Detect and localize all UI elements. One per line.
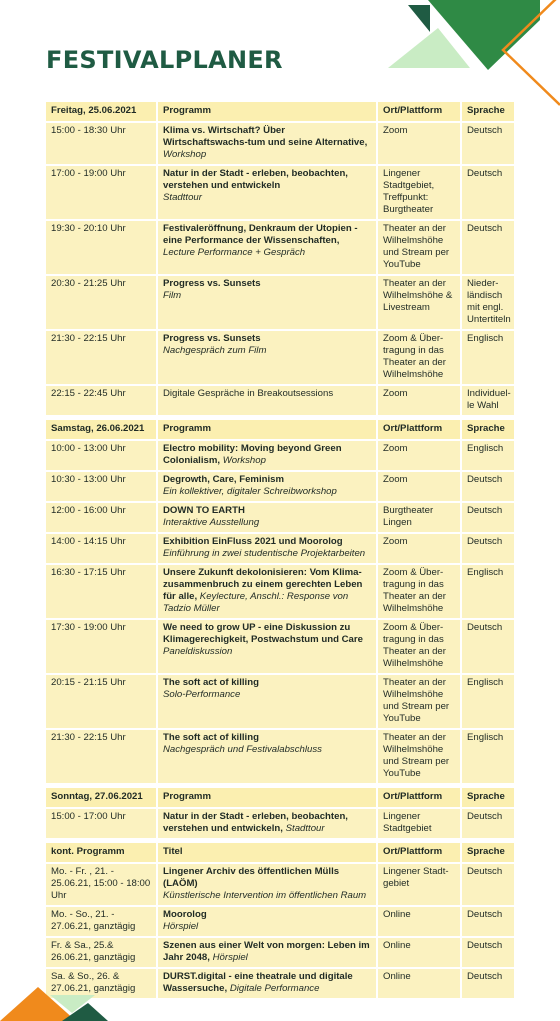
program-cell bbox=[158, 969, 376, 998]
event-format: Stadttour bbox=[285, 823, 325, 834]
event-format: Nachgespräch und Festivalabschluss bbox=[163, 744, 322, 755]
language-cell: Deutsch bbox=[462, 534, 514, 563]
place-cell: Lingener Stadtgebiet bbox=[378, 809, 460, 838]
time-cell: 19:30 - 20:10 Uhr bbox=[46, 221, 156, 274]
event-format: Nachgespräch zum Film bbox=[163, 345, 267, 356]
event-title: Progress vs. Sunsets bbox=[163, 278, 261, 289]
event-title: Festivaleröffnung, Denkraum der Utopien - eine Performance der Wissenschaften, bbox=[163, 223, 358, 246]
time-cell: 20:15 - 21:15 Uhr bbox=[46, 675, 156, 728]
schedule-table bbox=[46, 102, 514, 1003]
language-cell: Englisch bbox=[462, 331, 514, 384]
section-header bbox=[46, 102, 514, 121]
schedule-row bbox=[46, 938, 514, 967]
schedule-row bbox=[46, 276, 514, 329]
time-cell: 16:30 - 17:15 Uhr bbox=[46, 565, 156, 618]
program-cell bbox=[158, 441, 376, 470]
event-title: Klima vs. Wirtschaft? Über Wirtschaftswachs-tum und seine Alternative, bbox=[163, 125, 368, 148]
schedule-row bbox=[46, 331, 514, 384]
header-cell-col2: Programm bbox=[158, 788, 376, 807]
event-format: Interaktive Ausstellung bbox=[163, 517, 260, 528]
program-cell bbox=[158, 809, 376, 838]
language-cell: Deutsch bbox=[462, 938, 514, 967]
schedule-row bbox=[46, 386, 514, 415]
event-format: Digitale Performance bbox=[229, 983, 320, 994]
place-cell: Theater an der Wilhelmshöhe und Stream per YouTube bbox=[378, 221, 460, 274]
event-title: Szenen aus einer Welt von morgen: Leben im Jahr 2048, bbox=[163, 940, 370, 963]
program-cell bbox=[158, 123, 376, 164]
header-cell-col4: Sprache bbox=[462, 788, 514, 807]
place-cell: Online bbox=[378, 938, 460, 967]
event-format: Stadttour bbox=[163, 192, 202, 203]
header-cell-col3: Ort/Plattform bbox=[378, 420, 460, 439]
place-cell: Theater an der Wilhelmshöhe und Stream per YouTube bbox=[378, 730, 460, 783]
schedule-row bbox=[46, 809, 514, 838]
event-title: Natur in der Stadt - erleben, beobachten, verstehen und entwickeln bbox=[163, 168, 348, 191]
place-cell: Burgtheater Lingen bbox=[378, 503, 460, 532]
language-cell: Englisch bbox=[462, 565, 514, 618]
program-cell bbox=[158, 675, 376, 728]
schedule-section bbox=[46, 788, 514, 838]
schedule-row bbox=[46, 441, 514, 470]
language-cell: Individuel-le Wahl bbox=[462, 386, 514, 415]
place-cell: Online bbox=[378, 969, 460, 998]
time-cell: Fr. & Sa., 25.& 26.06.21, ganztägig bbox=[46, 938, 156, 967]
program-cell bbox=[158, 166, 376, 219]
header-cell-col2: Programm bbox=[158, 102, 376, 121]
section-header bbox=[46, 420, 514, 439]
time-cell: 10:30 - 13:00 Uhr bbox=[46, 472, 156, 501]
section-header bbox=[46, 788, 514, 807]
page-title: FESTIVALPLANER bbox=[46, 46, 283, 74]
place-cell: Lingener Stadt-gebiet bbox=[378, 864, 460, 905]
time-cell: 17:00 - 19:00 Uhr bbox=[46, 166, 156, 219]
place-cell: Theater an der Wilhelmshöhe und Stream per YouTube bbox=[378, 675, 460, 728]
time-cell: 12:00 - 16:00 Uhr bbox=[46, 503, 156, 532]
header-cell-col4: Sprache bbox=[462, 102, 514, 121]
language-cell: Deutsch bbox=[462, 503, 514, 532]
event-format: Keylecture, Anschl.: Response von Tadzio Müller bbox=[163, 591, 349, 614]
header-cell-col1: Samstag, 26.06.2021 bbox=[46, 420, 156, 439]
schedule-section bbox=[46, 420, 514, 783]
place-cell: Zoom bbox=[378, 441, 460, 470]
time-cell: Mo. - Fr. , 21. - 25.06.21, 15:00 - 18:00 Uhr bbox=[46, 864, 156, 905]
schedule-row bbox=[46, 620, 514, 673]
event-title: Unsere Zukunft dekolonisieren: Vom Klima-zusammenbruch zu einem gerechten Leben für alle, bbox=[163, 567, 363, 602]
program-cell bbox=[158, 534, 376, 563]
event-title: Progress vs. Sunsets bbox=[163, 333, 261, 344]
language-cell: Englisch bbox=[462, 441, 514, 470]
program-cell bbox=[158, 386, 376, 415]
language-cell: Deutsch bbox=[462, 969, 514, 998]
place-cell: Zoom bbox=[378, 123, 460, 164]
section-header bbox=[46, 843, 514, 862]
header-cell-col2: Titel bbox=[158, 843, 376, 862]
header-cell-col4: Sprache bbox=[462, 843, 514, 862]
event-format: Workshop bbox=[222, 455, 266, 466]
header-cell-col3: Ort/Plattform bbox=[378, 843, 460, 862]
event-title: The soft act of killing bbox=[163, 732, 259, 743]
time-cell: 10:00 - 13:00 Uhr bbox=[46, 441, 156, 470]
program-cell bbox=[158, 620, 376, 673]
language-cell: Deutsch bbox=[462, 123, 514, 164]
event-format: Solo-Performance bbox=[163, 689, 241, 700]
event-title: The soft act of killing bbox=[163, 677, 259, 688]
schedule-row bbox=[46, 864, 514, 905]
time-cell: 21:30 - 22:15 Uhr bbox=[46, 730, 156, 783]
language-cell: Deutsch bbox=[462, 864, 514, 905]
event-title: DOWN TO EARTH bbox=[163, 505, 245, 516]
time-cell: 15:00 - 18:30 Uhr bbox=[46, 123, 156, 164]
program-cell bbox=[158, 938, 376, 967]
corner-decoration-bottom bbox=[0, 975, 120, 1021]
schedule-section bbox=[46, 102, 514, 415]
event-format: Hörspiel bbox=[212, 952, 248, 963]
language-cell: Deutsch bbox=[462, 166, 514, 219]
place-cell: Theater an der Wilhelmshöhe & Livestream bbox=[378, 276, 460, 329]
time-cell: 21:30 - 22:15 Uhr bbox=[46, 331, 156, 384]
program-cell bbox=[158, 907, 376, 936]
place-cell: Zoom & Über-tragung in das Theater an der Wilhelmshöhe bbox=[378, 331, 460, 384]
language-cell: Deutsch bbox=[462, 221, 514, 274]
event-format: Künstlerische Intervention im öffentlichen Raum bbox=[163, 890, 367, 901]
header-cell-col4: Sprache bbox=[462, 420, 514, 439]
event-title: Digitale Gespräche in Breakoutsessions bbox=[163, 388, 334, 399]
place-cell: Zoom bbox=[378, 386, 460, 415]
language-cell: Deutsch bbox=[462, 472, 514, 501]
time-cell: 15:00 - 17:00 Uhr bbox=[46, 809, 156, 838]
schedule-row bbox=[46, 534, 514, 563]
language-cell: Englisch bbox=[462, 730, 514, 783]
event-title: Natur in der Stadt - erleben, beobachten, verstehen und entwickeln, bbox=[163, 811, 348, 834]
schedule-row bbox=[46, 221, 514, 274]
program-cell bbox=[158, 503, 376, 532]
schedule-row bbox=[46, 123, 514, 164]
event-title: Lingener Archiv des öffentlichen Mülls (LAÖM) bbox=[163, 866, 340, 889]
schedule-row bbox=[46, 565, 514, 618]
schedule-row bbox=[46, 472, 514, 501]
place-cell: Online bbox=[378, 907, 460, 936]
event-title: Moorolog bbox=[163, 909, 207, 920]
language-cell: Englisch bbox=[462, 675, 514, 728]
schedule-row bbox=[46, 907, 514, 936]
time-cell: 20:30 - 21:25 Uhr bbox=[46, 276, 156, 329]
program-cell bbox=[158, 331, 376, 384]
header-cell-col1: kont. Programm bbox=[46, 843, 156, 862]
header-cell-col1: Freitag, 25.06.2021 bbox=[46, 102, 156, 121]
language-cell: Deutsch bbox=[462, 907, 514, 936]
schedule-row bbox=[46, 675, 514, 728]
time-cell: Mo. - So., 21. - 27.06.21, ganztägig bbox=[46, 907, 156, 936]
language-cell: Deutsch bbox=[462, 620, 514, 673]
schedule-row bbox=[46, 730, 514, 783]
language-cell: Nieder-ländisch mit engl. Untertiteln bbox=[462, 276, 514, 329]
program-cell bbox=[158, 472, 376, 501]
place-cell: Lingener Stadtgebiet, Treffpunkt: Burgtheater bbox=[378, 166, 460, 219]
program-cell bbox=[158, 276, 376, 329]
program-cell bbox=[158, 221, 376, 274]
place-cell: Zoom & Über-tragung in das Theater an der Wilhelmshöhe bbox=[378, 620, 460, 673]
event-title: Exhibition EinFluss 2021 und Moorolog bbox=[163, 536, 343, 547]
place-cell: Zoom bbox=[378, 472, 460, 501]
program-cell bbox=[158, 864, 376, 905]
event-format: Paneldiskussion bbox=[163, 646, 233, 657]
place-cell: Zoom & Über-tragung in das Theater an der Wilhelmshöhe bbox=[378, 565, 460, 618]
event-format: Einführung in zwei studentische Projektarbeiten bbox=[163, 548, 366, 559]
event-format: Ein kollektiver, digitaler Schreibworkshop bbox=[163, 486, 337, 497]
corner-decoration-top bbox=[380, 0, 560, 110]
schedule-row bbox=[46, 503, 514, 532]
schedule-row bbox=[46, 166, 514, 219]
time-cell: 17:30 - 19:00 Uhr bbox=[46, 620, 156, 673]
header-cell-col3: Ort/Plattform bbox=[378, 102, 460, 121]
time-cell: 14:00 - 14:15 Uhr bbox=[46, 534, 156, 563]
event-title: Degrowth, Care, Feminism bbox=[163, 474, 285, 485]
event-title: We need to grow UP - eine Diskussion zu Klimagerechigkeit, Postwachstum und Care bbox=[163, 622, 363, 645]
event-format: Lecture Performance + Gespräch bbox=[163, 247, 306, 258]
program-cell bbox=[158, 730, 376, 783]
event-title: Electro mobility: Moving beyond Green Colonialism, bbox=[163, 443, 342, 466]
header-cell-col3: Ort/Plattform bbox=[378, 788, 460, 807]
header-cell-col2: Programm bbox=[158, 420, 376, 439]
time-cell: Sa. & So., 26. & 27.06.21, ganztägig bbox=[46, 969, 156, 998]
event-format: Workshop bbox=[163, 149, 207, 160]
event-title: DURST.digital - eine theatrale und digitale Wassersuche, bbox=[163, 971, 353, 994]
time-cell: 22:15 - 22:45 Uhr bbox=[46, 386, 156, 415]
event-format: Film bbox=[163, 290, 182, 301]
program-cell bbox=[158, 565, 376, 618]
language-cell: Deutsch bbox=[462, 809, 514, 838]
header-cell-col1: Sonntag, 27.06.2021 bbox=[46, 788, 156, 807]
event-format: Hörspiel bbox=[163, 921, 199, 932]
place-cell: Zoom bbox=[378, 534, 460, 563]
